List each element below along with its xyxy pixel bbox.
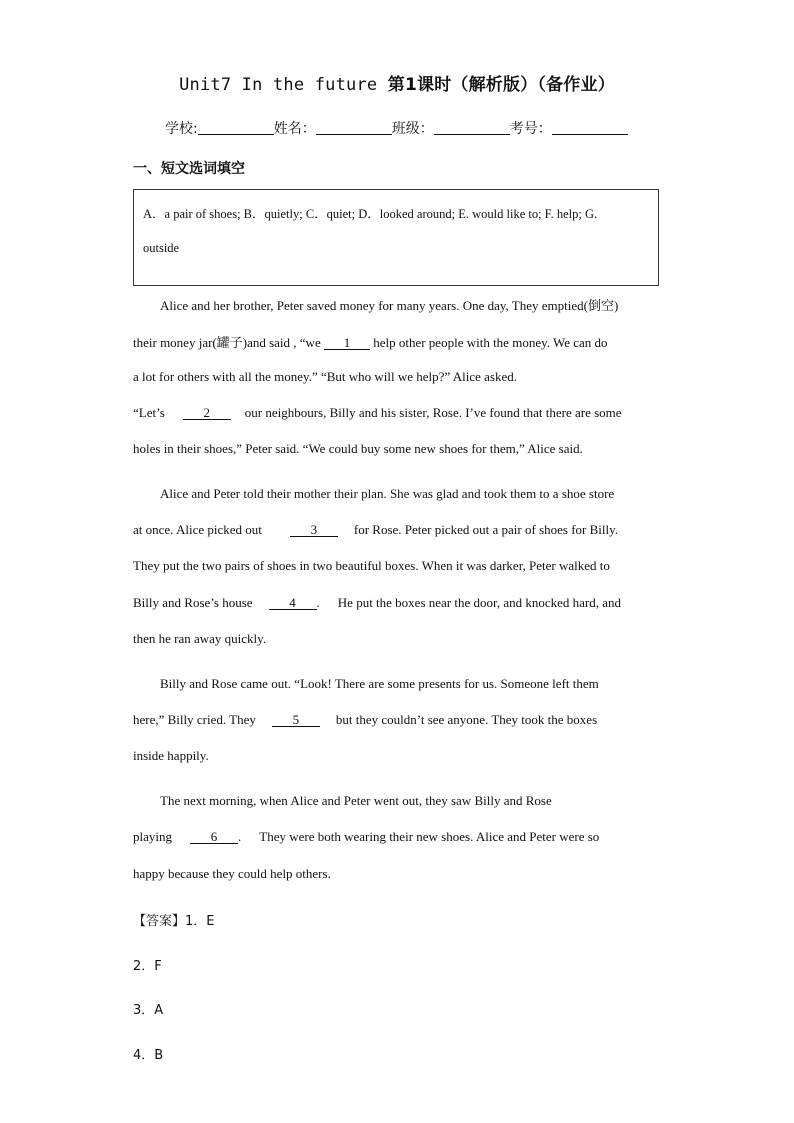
blank-3[interactable]: 3 xyxy=(290,523,338,537)
p3-line4-a: Billy and Rose’s house xyxy=(133,595,253,610)
options-line-1: A．a pair of shoes; B．quietly; C．quiet; D．looked around; E. would like to; F. help; G. xyxy=(143,207,598,221)
p5-line2: playing 6 . They were both wearing their new shoes. Alice and Peter were so xyxy=(133,829,600,844)
p5-line1: The next morning, when Alice and Peter went out, they saw Billy and Rose xyxy=(160,793,552,808)
answer-4: 4．B xyxy=(133,1048,164,1063)
number-label: 考号： xyxy=(509,121,552,137)
answer-label: 【答案】 xyxy=(133,914,186,929)
school-field[interactable] xyxy=(198,120,274,135)
blank-4[interactable]: 4 xyxy=(269,596,317,610)
blank-6[interactable]: 6 xyxy=(190,830,238,844)
p3-line1: Alice and Peter told their mother their plan. She was glad and took them to a shoe store xyxy=(160,486,615,501)
p3-line4-b: He put the boxes near the door, and knocked hard, and xyxy=(337,595,622,610)
p4-line1: Billy and Rose came out. “Look! There are some presents for us. Someone left them xyxy=(160,676,599,691)
p4-line2-a: here,” Billy cried. They xyxy=(133,712,256,727)
name-field[interactable] xyxy=(316,120,392,135)
blank-5[interactable]: 5 xyxy=(272,713,320,727)
p3-line2-a: at once. Alice picked out xyxy=(133,522,262,537)
answer-3: 3．A xyxy=(133,1003,164,1018)
p1-line2-a: their money jar(罐子)and said , “we xyxy=(133,335,324,350)
p4-line2 xyxy=(133,712,597,728)
school-label: 学校: xyxy=(165,121,198,137)
title-latin: Unit7 In the future xyxy=(179,75,388,95)
section-title: 一、短文选词填空 xyxy=(133,161,245,177)
p1-line3: a lot for others with all the money.” “But who will we help?” Alice asked. xyxy=(133,369,517,384)
p3-line2 xyxy=(133,522,618,538)
page-title xyxy=(0,70,794,95)
name-label: 姓名： xyxy=(273,121,316,137)
title-cjk: 第1课时（解析版）（备作业） xyxy=(387,75,615,95)
blank-1[interactable]: 1 xyxy=(324,336,370,350)
class-field[interactable] xyxy=(434,120,510,135)
p3-line5: then he ran away quickly. xyxy=(133,631,267,646)
p2-line1 xyxy=(133,405,622,421)
options-line-2: outside xyxy=(143,241,180,255)
number-field[interactable] xyxy=(552,120,628,135)
p5-line2-a: playing xyxy=(133,829,172,844)
answer-1 xyxy=(133,910,215,929)
p2-line1-b: our neighbours, Billy and his sister, Rose. I’ve found that there are some xyxy=(244,405,622,420)
p1-line2-b: help other people with the money. We can do xyxy=(369,335,608,350)
p2-line1-a: “Let’s xyxy=(133,405,165,420)
p5-line2-b: They were both wearing their new shoes. Alice and Peter were so xyxy=(259,829,600,844)
answer-1-text: 1．E xyxy=(185,914,215,929)
p1-line1: Alice and her brother, Peter saved money for many years. One day, They emptied(倒空) xyxy=(160,298,619,313)
options-box xyxy=(133,189,659,286)
p4-line3: inside happily. xyxy=(133,748,209,763)
p2-line2: holes in their shoes,” Peter said. “We could buy some new shoes for them,” Alice said. xyxy=(133,441,583,456)
p5-line3: happy because they could help others. xyxy=(133,866,331,881)
class-label: 班级： xyxy=(391,121,434,137)
p4-line2-b: but they couldn’t see anyone. They took the boxes xyxy=(335,712,598,727)
p3-line2-b: for Rose. Peter picked out a pair of shoes for Billy. xyxy=(353,522,619,537)
p3-line4: Billy and Rose’s house 4 . He put the boxes near the door, and knocked hard, and xyxy=(133,595,622,610)
p3-line3: They put the two pairs of shoes in two beautiful boxes. When it was darker, Peter walked to xyxy=(133,558,610,573)
blank-2[interactable]: 2 xyxy=(183,406,231,420)
student-info-row xyxy=(165,118,628,138)
answer-2: 2．F xyxy=(133,959,162,974)
p1-line2 xyxy=(133,332,608,351)
